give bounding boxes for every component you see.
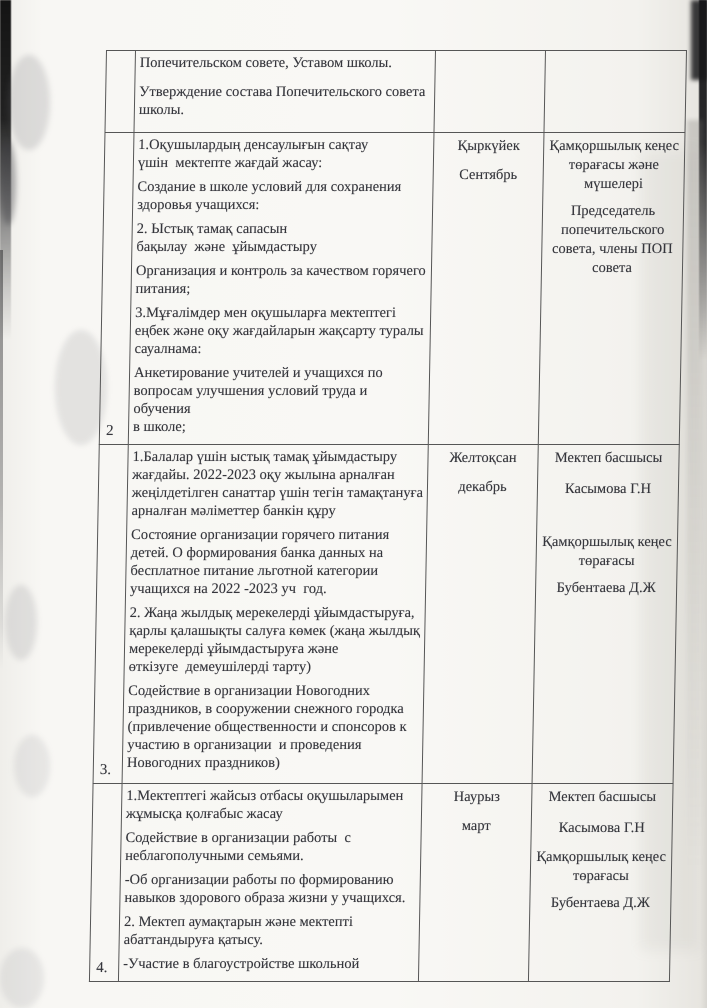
scan-smudge bbox=[0, 948, 44, 1008]
table-row bbox=[99, 133, 685, 445]
scan-corner-artifact bbox=[691, 0, 707, 80]
scan-smudge bbox=[8, 55, 50, 150]
activity-cell bbox=[134, 51, 436, 133]
content-paragraph: Организация и контроль за качеством горячего питания; bbox=[135, 263, 426, 297]
content-paragraph: 1.Мектептегі жайсыз отбасы оқушыларымен жұмысқа қолғабыс жасау bbox=[125, 788, 404, 822]
table-row bbox=[105, 51, 687, 133]
content-paragraph: 3.Мұғалімдер мен оқушыларға мектептегі еңбек және оқу жағдайларын жақсарту туралы сауалнама: bbox=[134, 305, 424, 357]
plan-table-wrapper bbox=[89, 50, 687, 982]
responsible-entry: Мектеп басшысы bbox=[548, 789, 657, 805]
content-paragraph: Утверждение состава Попечительского совета школы. bbox=[138, 84, 426, 118]
responsible-cell bbox=[528, 784, 673, 982]
content-paragraph: 2. Ыстық тамақ сапасын бақылау және ұйымдастыру bbox=[136, 221, 318, 255]
month-kk: Желтоқсан bbox=[449, 450, 517, 466]
responsible-entry: Касымова Г.Н bbox=[558, 820, 645, 836]
scan-smudge bbox=[5, 585, 37, 660]
month-cell bbox=[434, 51, 546, 133]
responsible-cell bbox=[538, 133, 685, 445]
content-paragraph: Содействие в организации работы с неблагополучными семьями. bbox=[125, 830, 352, 864]
responsible-entry: Бубентаева Д.Ж bbox=[556, 580, 656, 596]
scan-smudge bbox=[0, 140, 16, 225]
content-paragraph: Содействие в организации Новогодних праздников, в сооружении снежного городка (привлечение общественности и спонсоров к участию в организации и проведения Новогодних праздников) bbox=[126, 683, 407, 771]
month-ru: декабрь bbox=[458, 479, 507, 495]
content-paragraph: 1.Оқушылардың денсаулығын сақтау үшін мектепте жағдай жасау: bbox=[137, 137, 369, 171]
table-row bbox=[89, 784, 673, 982]
activity-cell bbox=[122, 445, 428, 784]
responsible-entry: Председатель попечительского совета, члены ПОП совета bbox=[551, 203, 673, 276]
responsible-entry: Қамқоршылық кеңес төрағасы bbox=[536, 849, 667, 884]
scan-smudge bbox=[14, 735, 50, 797]
row-number: 2 bbox=[105, 423, 114, 439]
content-paragraph: -Участие в благоустройстве школьной bbox=[123, 956, 360, 972]
responsible-cell bbox=[544, 51, 687, 133]
month-cell bbox=[428, 133, 544, 445]
responsible-entry: Қамқоршылық кеңес төрағасы және мүшелері bbox=[549, 138, 680, 192]
content-paragraph: Анкетирование учителей и учащихся по вопросам улучшения условий труда и обучения в школе; bbox=[132, 365, 383, 435]
responsible-entry: Касымова Г.Н bbox=[564, 481, 652, 497]
row-number: 3. bbox=[99, 762, 112, 778]
table-row bbox=[93, 445, 679, 784]
activity-cell bbox=[118, 784, 422, 982]
row-number-cell bbox=[105, 51, 136, 133]
content-paragraph: 2. Жаңа жылдық мерекелерді ұйымдастыруға, қарлы қалашықты салуға көмек (жаңа жылдық мерекелерді ұйымдастыруға және өткізуге демеушілерді тарту) bbox=[128, 605, 421, 675]
activity-cell bbox=[128, 133, 434, 445]
responsible-entry: Мектеп басшысы bbox=[554, 450, 663, 466]
content-paragraph: 2. Мектеп аумақтарын және мектепті абаттандыруға қатысу. bbox=[123, 914, 354, 948]
month-ru: Сентябрь bbox=[458, 167, 518, 183]
row-number: 4. bbox=[96, 960, 108, 976]
content-paragraph: 1.Балалар үшін ыстық тамақ ұйымдастыру жағдайы. 2022-2023 оқу жылына арналған жеңілдетілген санаттар үшін тегін тамақтануға арналған мәліметтер банкін құру bbox=[131, 449, 424, 519]
month-kk: Наурыз bbox=[453, 789, 501, 805]
content-paragraph: Создание в школе условий для сохранения здоровья учащихся: bbox=[137, 179, 402, 213]
content-paragraph: Попечительском совете, Уставом школы. bbox=[139, 55, 393, 71]
month-kk: Қыркүйек bbox=[457, 138, 520, 154]
month-cell bbox=[422, 445, 538, 784]
responsible-entry: Бубентаева Д.Ж bbox=[550, 895, 651, 911]
responsible-entry: Қамқоршылық кеңес төрағасы bbox=[542, 534, 672, 569]
row-number-cell bbox=[89, 784, 122, 982]
content-paragraph: -Об организации работы по формированию навыков здорового образа жизни у учащихся. bbox=[124, 872, 406, 906]
scan-edge-line-left bbox=[0, 250, 3, 670]
month-ru: март bbox=[461, 818, 491, 834]
month-cell bbox=[418, 784, 532, 982]
content-paragraph: Состояние организации горячего питания детей. О формирования банка данных на бесплатное питание льготной категории учащихся на 2022 -2023 уч год. bbox=[129, 527, 390, 597]
plan-table bbox=[89, 50, 687, 982]
responsible-cell bbox=[532, 445, 679, 784]
